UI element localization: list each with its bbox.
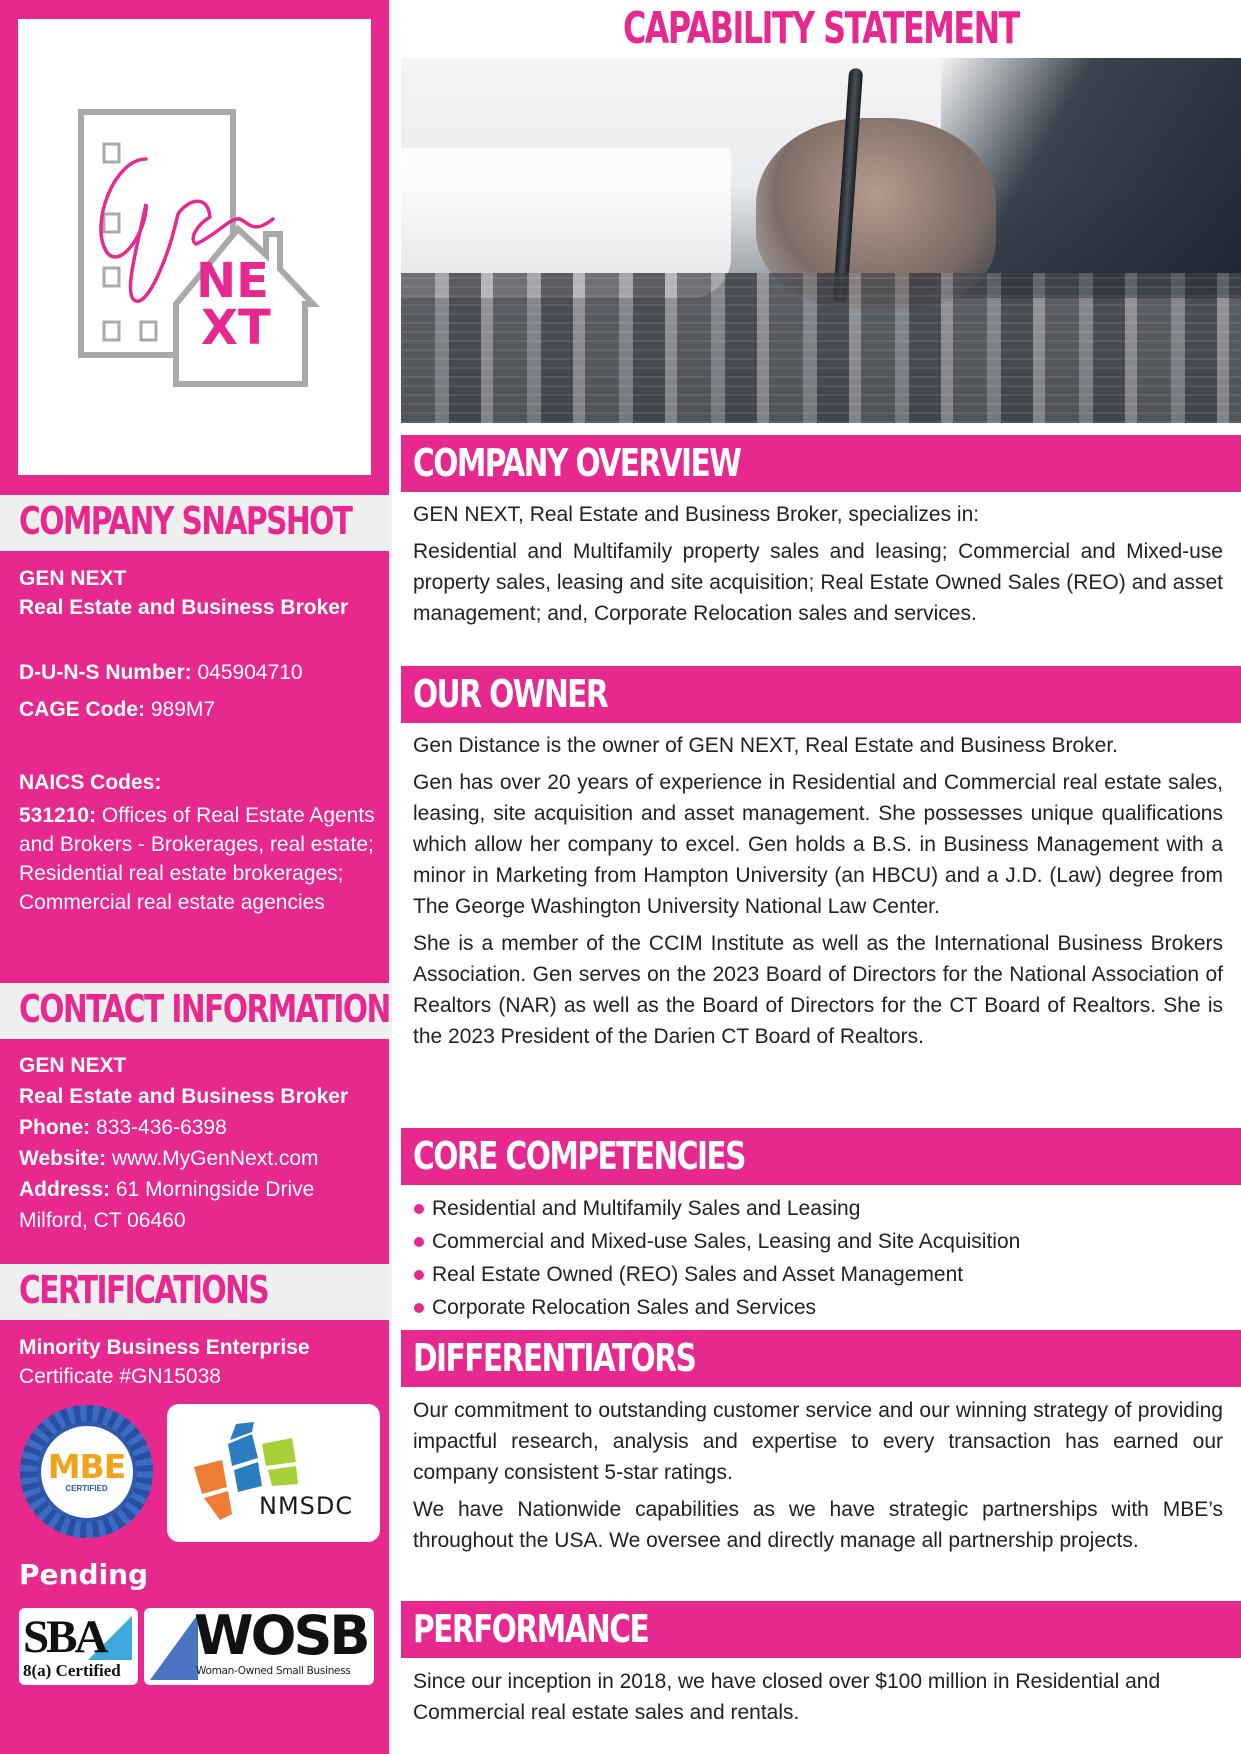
sidebar-divider — [389, 0, 392, 1754]
address-line2: Milford, CT 06460 — [19, 1209, 186, 1232]
contact-company-name: GEN NEXT — [19, 1054, 127, 1077]
snapshot-heading: COMPANY SNAPSHOT — [19, 499, 352, 543]
owner-paragraph-1: Gen Distance is the owner of GEN NEXT, Real Estate and Business Broker. — [413, 734, 1118, 757]
overview-intro: GEN NEXT, Real Estate and Business Broker, specializes in: — [413, 503, 980, 526]
performance-heading: PERFORMANCE — [413, 1607, 649, 1651]
owner-heading-band — [401, 666, 1241, 723]
list-item: Residential and Multifamily Sales and Leasing — [413, 1192, 1223, 1225]
certifications-heading-band — [0, 1264, 389, 1320]
phone-value[interactable]: 833-436-6398 — [96, 1116, 227, 1139]
website-link[interactable]: www.MyGenNext.com — [111, 1147, 319, 1170]
owner-paragraph-3: She is a member of the CCIM Institute as well as the International Business Brokers Association. Gen serves on the 2023 Board of Directors for the National Association of Realtors (NAR) as well as the Board of Directors for the CT Board of Realtors. She is the 2023 President of the Darien CT Board of Realtors. — [413, 932, 1223, 1048]
page-title: CAPABILITY STATEMENT — [622, 3, 1019, 54]
performance-section — [413, 1666, 1223, 1734]
differentiators-paragraph-1: Our commitment to outstanding customer service and our winning strategy of providing impactful research, analysis and expertise to every transaction has earned our company consistent 5-star ratings. — [413, 1399, 1223, 1484]
overview-body: Residential and Multifamily property sales and leasing; Commercial and Mixed-use property sales, leasing and site acquisition; Real Estate Owned Sales (REO) and asset management; and, Corporate Relocation sales and services. — [413, 540, 1223, 625]
mbe-certified-badge-icon — [20, 1405, 153, 1538]
overview-section — [413, 499, 1223, 635]
duns-label: D-U-N-S Number: — [19, 661, 192, 684]
owner-heading: OUR OWNER — [413, 672, 608, 716]
naics-code: 531210: — [19, 804, 97, 827]
photo-city-lights — [401, 273, 1241, 423]
list-item: Real Estate Owned (REO) Sales and Asset Management — [413, 1258, 1223, 1291]
naics-description: Offices of Real Estate Agents and Brokers - Brokerages, real estate; Residential real estate brokerages; Commercial real estate agencies — [19, 804, 375, 914]
website-label: Website: — [19, 1147, 107, 1170]
phone-label: Phone: — [19, 1116, 91, 1139]
mbe-badge-text: MBE — [47, 1447, 126, 1486]
competencies-list — [413, 1192, 1223, 1324]
certification-number: Certificate #GN15038 — [19, 1365, 221, 1388]
wosb-logo — [144, 1608, 374, 1685]
pending-label: Pending — [19, 1558, 149, 1591]
list-item: Commercial and Mixed-use Sales, Leasing and Site Acquisition — [413, 1225, 1223, 1258]
list-item: Corporate Relocation Sales and Services — [413, 1291, 1223, 1324]
differentiators-section — [413, 1395, 1223, 1562]
differentiators-heading: DIFFERENTIATORS — [413, 1336, 696, 1380]
certifications-heading: CERTIFICATIONS — [19, 1268, 269, 1312]
page-title-area — [400, 0, 1241, 58]
wosb-subtext: Woman-Owned Small Business — [196, 1665, 351, 1677]
snapshot-company-name: GEN NEXT — [19, 567, 127, 590]
certification-details — [19, 1333, 384, 1391]
performance-heading-band — [401, 1601, 1241, 1658]
nmsdc-label: NMSDC — [259, 1492, 354, 1520]
contact-heading: CONTACT INFORMATION — [19, 987, 390, 1031]
overview-heading-band — [401, 435, 1241, 492]
sba-8a-logo — [19, 1608, 138, 1685]
company-logo — [18, 19, 371, 475]
contact-heading-band — [0, 983, 389, 1039]
snapshot-heading-band — [0, 495, 389, 551]
competencies-heading: CORE COMPETENCIES — [413, 1134, 745, 1178]
wosb-text: WOSB — [194, 1608, 368, 1667]
sba-subtext: 8(a) Certified — [23, 1661, 121, 1680]
snapshot-company-tagline: Real Estate and Business Broker — [19, 596, 349, 619]
mbe-badge-subtext: CERTIFIED — [65, 1484, 108, 1493]
differentiators-heading-band — [401, 1330, 1241, 1387]
svg-text:XT: XT — [201, 300, 271, 356]
contact-company-tagline: Real Estate and Business Broker — [19, 1085, 349, 1108]
address-label: Address: — [19, 1178, 111, 1201]
owner-section — [413, 730, 1223, 1058]
sba-text: SBA — [23, 1611, 106, 1663]
wosb-triangle-icon — [150, 1614, 198, 1680]
certification-name: Minority Business Enterprise — [19, 1336, 310, 1359]
address-line1: 61 Morningside Drive — [115, 1178, 315, 1201]
nmsdc-logo — [167, 1404, 380, 1542]
snapshot-details — [19, 564, 384, 917]
overview-heading: COMPANY OVERVIEW — [413, 441, 741, 485]
naics-label: NAICS Codes: — [19, 771, 162, 794]
owner-paragraph-2: Gen has over 20 years of experience in Residential and Commercial real estate sales, leasing, site acquisition and asset management. She possesses unique qualifications which allow her company to excel. Gen holds a B.S. in Business Management with a minor in Marketing from Hampton University (an HBCU) and a J.D. (Law) degree from The George Washington University National Law Center. — [413, 771, 1223, 918]
cage-label: CAGE Code: — [19, 698, 145, 721]
contact-details — [19, 1050, 384, 1236]
svg-text:NE: NE — [196, 253, 269, 309]
differentiators-paragraph-2: We have Nationwide capabilities as we have strategic partnerships with MBE’s throughout the USA. We oversee and directly manage all partnership projects. — [413, 1498, 1223, 1552]
gen-next-logo-icon — [18, 19, 371, 475]
performance-paragraph: Since our inception in 2018, we have closed over $100 million in Residential and Commercial real estate sales and rentals. — [413, 1670, 1161, 1724]
competencies-heading-band — [401, 1128, 1241, 1185]
hero-photo-writing-over-city — [401, 58, 1241, 423]
duns-value: 045904710 — [197, 661, 303, 684]
cage-value: 989M7 — [150, 698, 216, 721]
